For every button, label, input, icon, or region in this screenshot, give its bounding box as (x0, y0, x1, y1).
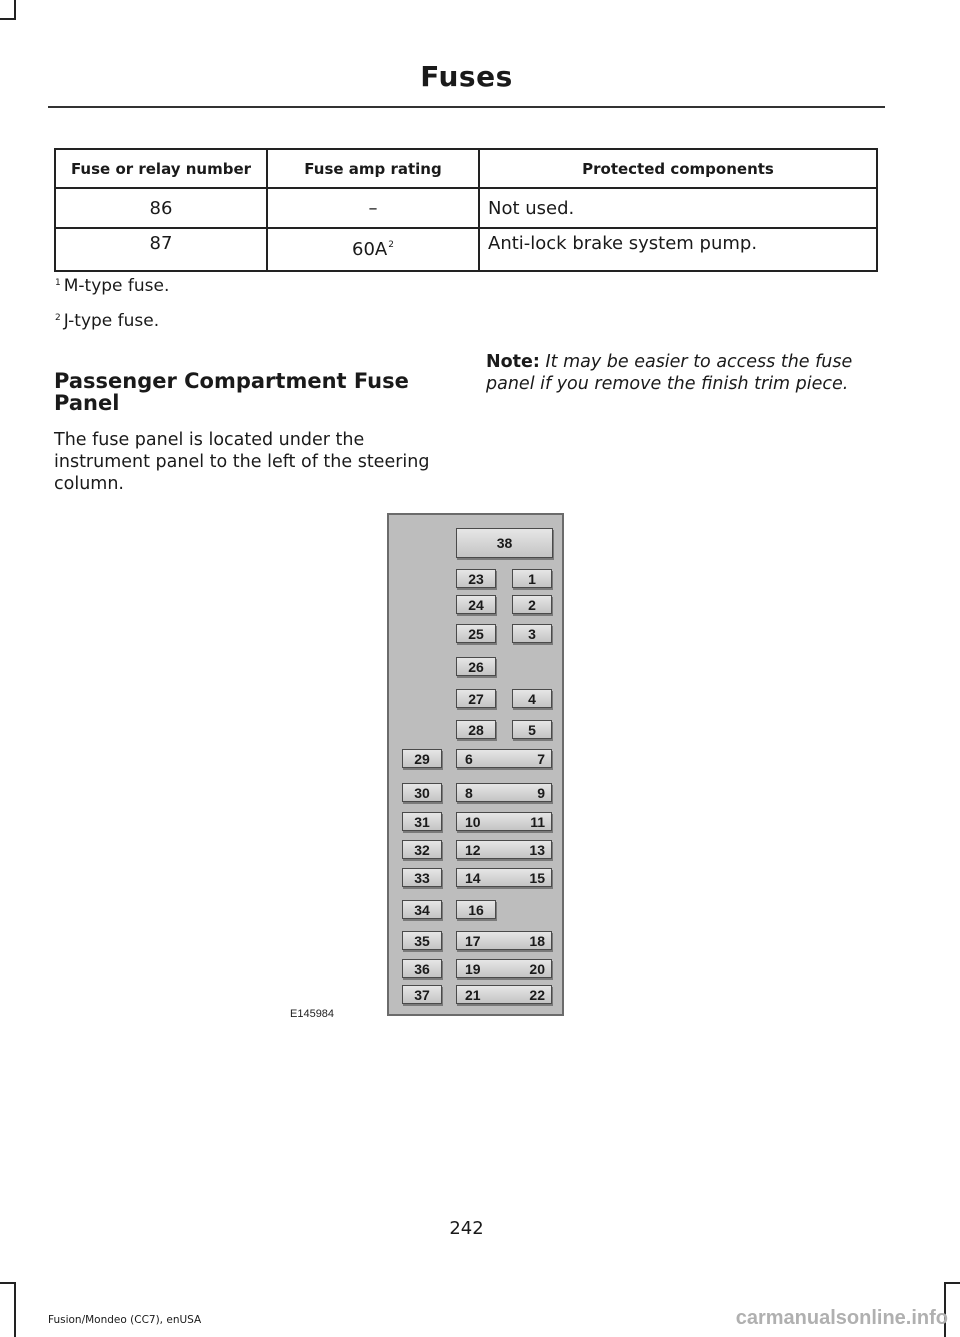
fuse-8-9: 8 9 (456, 783, 552, 802)
fuse-36: 36 (402, 959, 442, 978)
title-divider (48, 106, 885, 108)
fuse-2: 2 (512, 595, 552, 614)
image-code: E145984 (290, 1008, 335, 1020)
footnote (54, 311, 159, 331)
fuse-3: 3 (512, 624, 552, 643)
footnote-text: M-type fuse. (63, 276, 170, 296)
fuse-number-cell: 86 (55, 188, 267, 228)
fuse-table (54, 148, 878, 272)
crop-mark (944, 1282, 960, 1284)
crop-mark (0, 18, 16, 20)
fuse-25: 25 (456, 624, 496, 643)
amp-rating-value: – (368, 197, 378, 219)
table-row (55, 228, 877, 271)
section-heading: Passenger Compartment Fuse Panel (54, 369, 409, 415)
fuse-32: 32 (402, 840, 442, 859)
fuse-12-13: 12 13 (456, 840, 552, 859)
fuse-21-22: 21 22 (456, 985, 552, 1004)
fuse-number-cell: 87 (55, 228, 267, 271)
document-info: Fusion/Mondeo (CC7), enUSA (48, 1314, 202, 1326)
section-body: The fuse panel is located under the instrument panel to the left of the steering column. (54, 430, 430, 494)
fuse-31: 31 (402, 812, 442, 831)
amp-rating-cell (267, 188, 479, 228)
fuse-28: 28 (456, 720, 496, 739)
fuse-37: 37 (402, 985, 442, 1004)
footnote (54, 276, 169, 296)
protected-component-cell: Not used. (479, 188, 877, 228)
table-header-row (55, 149, 877, 188)
fuse-17-18: 17 18 (456, 931, 552, 950)
column-header: Fuse amp rating (267, 149, 479, 188)
fuse-panel-diagram (387, 513, 564, 1016)
fuse-23: 23 (456, 569, 496, 588)
note (486, 351, 886, 395)
crop-mark (0, 1282, 16, 1284)
protected-component-cell: Anti-lock brake system pump. (479, 228, 877, 271)
note-text: It may be easier to access the fuse panel if you remove the finish trim piece. (486, 352, 853, 394)
footnote-reference: 2 (388, 240, 394, 250)
fuse-29: 29 (402, 749, 442, 768)
fuse-27: 27 (456, 689, 496, 708)
page-number: 242 (449, 1218, 484, 1239)
fuse-34: 34 (402, 900, 442, 919)
fuse-5: 5 (512, 720, 552, 739)
table-row (55, 188, 877, 228)
fuse-4: 4 (512, 689, 552, 708)
note-label: Note: (486, 352, 540, 372)
crop-mark (14, 0, 16, 20)
fuse-33: 33 (402, 868, 442, 887)
fuse-19-20: 19 20 (456, 959, 552, 978)
footnote-text: J-type fuse. (63, 311, 160, 331)
amp-rating-cell (267, 228, 479, 271)
footnote-mark: 1 (55, 278, 61, 288)
fuse-24: 24 (456, 595, 496, 614)
fuse-14-15: 14 15 (456, 868, 552, 887)
fuse-30: 30 (402, 783, 442, 802)
fuse-1: 1 (512, 569, 552, 588)
amp-rating-value: 60A (352, 239, 388, 260)
page-title: Fuses (420, 60, 513, 93)
column-header: Protected components (479, 149, 877, 188)
crop-mark (14, 1282, 16, 1337)
fuse-38: 38 (456, 528, 553, 558)
column-header: Fuse or relay number (55, 149, 267, 188)
fuse-10-11: 10 11 (456, 812, 552, 831)
watermark: carmanualsonline.info (735, 1307, 948, 1329)
fuse-26: 26 (456, 657, 496, 676)
fuse-6-7: 6 7 (456, 749, 552, 768)
fuse-35: 35 (402, 931, 442, 950)
footnote-mark: 2 (55, 313, 61, 323)
fuse-16: 16 (456, 900, 496, 919)
